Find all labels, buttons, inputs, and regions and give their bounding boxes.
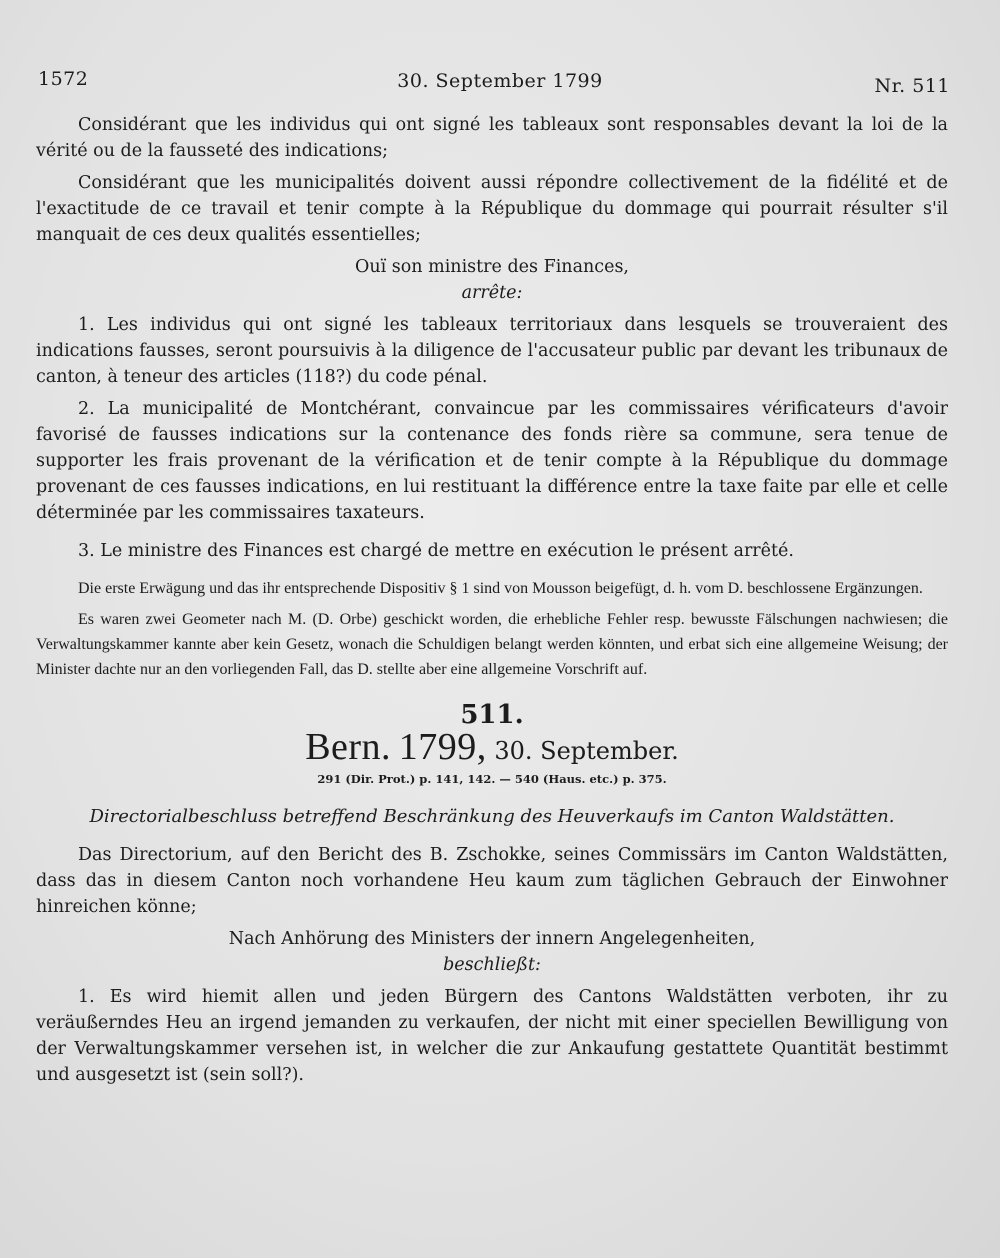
considerant-1: Considérant que les individus qui ont signé les tableaux sont responsables devant la loi de la vérité ou de la fausseté des indications; bbox=[36, 115, 948, 161]
document-number: Nr. 511 bbox=[874, 75, 950, 97]
oui-ministre: Ouï son ministre des Finances, bbox=[354, 257, 629, 277]
article-1: 1. Les individus qui ont signé les tableaux territoriaux dans lesquels se trouveraient des indications fausses, seront poursuivis à la diligence de l'accusateur public par devant les tribunaux de canton, à teneur des articles (118?) du code pénal. bbox=[36, 315, 948, 387]
doc-511-place-date bbox=[36, 726, 948, 768]
doc-511-title: Directorialbeschluss betreffend Beschränkung des Heuverkaufs im Canton Waldstätten. bbox=[89, 806, 895, 827]
doc-511-number: 511. bbox=[460, 700, 524, 730]
nach-anhoerung: Nach Anhörung des Ministers der innern Angelegenheiten, bbox=[228, 929, 756, 949]
article-2: 2. La municipalité de Montchérant, convaincue par les commissaires vérificateurs d'avoir favorisé de fausses indications sur la contenance des fonds rière sa commune, sera tenue de supporter les frais provenant de la vérification et de tenir compte à la République du dommage provenant de ces fausses indications, en lui restituant la différence entre la taxe faite par elle et celle déterminée par les commissaires taxateurs. bbox=[36, 399, 948, 523]
year: 1799, bbox=[398, 726, 487, 768]
place-name: Bern. bbox=[305, 726, 392, 768]
page-number: 1572 bbox=[38, 68, 89, 90]
arrete-heading: arrête: bbox=[461, 283, 523, 303]
beschliesst-heading: beschließt: bbox=[443, 955, 541, 975]
page-body bbox=[36, 112, 948, 1088]
day-month: 30. September. bbox=[494, 737, 679, 765]
note-2: Es waren zwei Geometer nach M. (D. Orbe) geschickt worden, die erhebliche Fehler resp. bewusste Fälschungen nachwiesen; die Verwaltungskammer kannte aber kein Gesetz, wonach die Schuldigen belangt werden könnten, und erbat sich eine allgemeine Weisung; der Minister dachte nur an den vorliegenden Fall, das D. stellte aber eine allgemeine Vorschrift auf. bbox=[36, 611, 948, 678]
archive-references: 291 (Dir. Prot.) p. 141, 142. — 540 (Haus. etc.) p. 375. bbox=[317, 772, 667, 786]
directorium-paragraph: Das Directorium, auf den Bericht des B. Zschokke, seines Commissärs im Canton Waldstätten, dass das in diesem Canton noch vorhandene Heu kaum zum täglichen Gebrauch der Einwohner hinreichen könne; bbox=[36, 845, 948, 917]
article-3: 3. Le ministre des Finances est chargé de mettre en exécution le présent arrêté. bbox=[78, 541, 794, 561]
doc-511-article-1: 1. Es wird hiemit allen und jeden Bürgern des Cantons Waldstätten verboten, ihr zu veräußerndes Heu an irgend jemanden zu verkaufen, der nicht mit einer speciellen Bewilligung von der Verwaltungskammer versehen ist, in welcher die zur Ankaufung gestattete Quantität bestimmt und ausgesetzt ist (sein soll?). bbox=[36, 987, 948, 1085]
note-1: Die erste Erwägung und das ihr entsprechende Dispositiv § 1 sind von Mousson beigefügt, d. h. vom D. beschlossene Ergänzungen. bbox=[78, 580, 923, 597]
running-head-date: 30. September 1799 bbox=[397, 70, 603, 92]
considerant-2: Considérant que les municipalités doivent aussi répondre collectivement de la fidélité et de l'exactitude de ce travail et tenir compte à la République du dommage qui pourrait résulter s'il manquait de ces deux qualités essentielles; bbox=[36, 173, 948, 245]
